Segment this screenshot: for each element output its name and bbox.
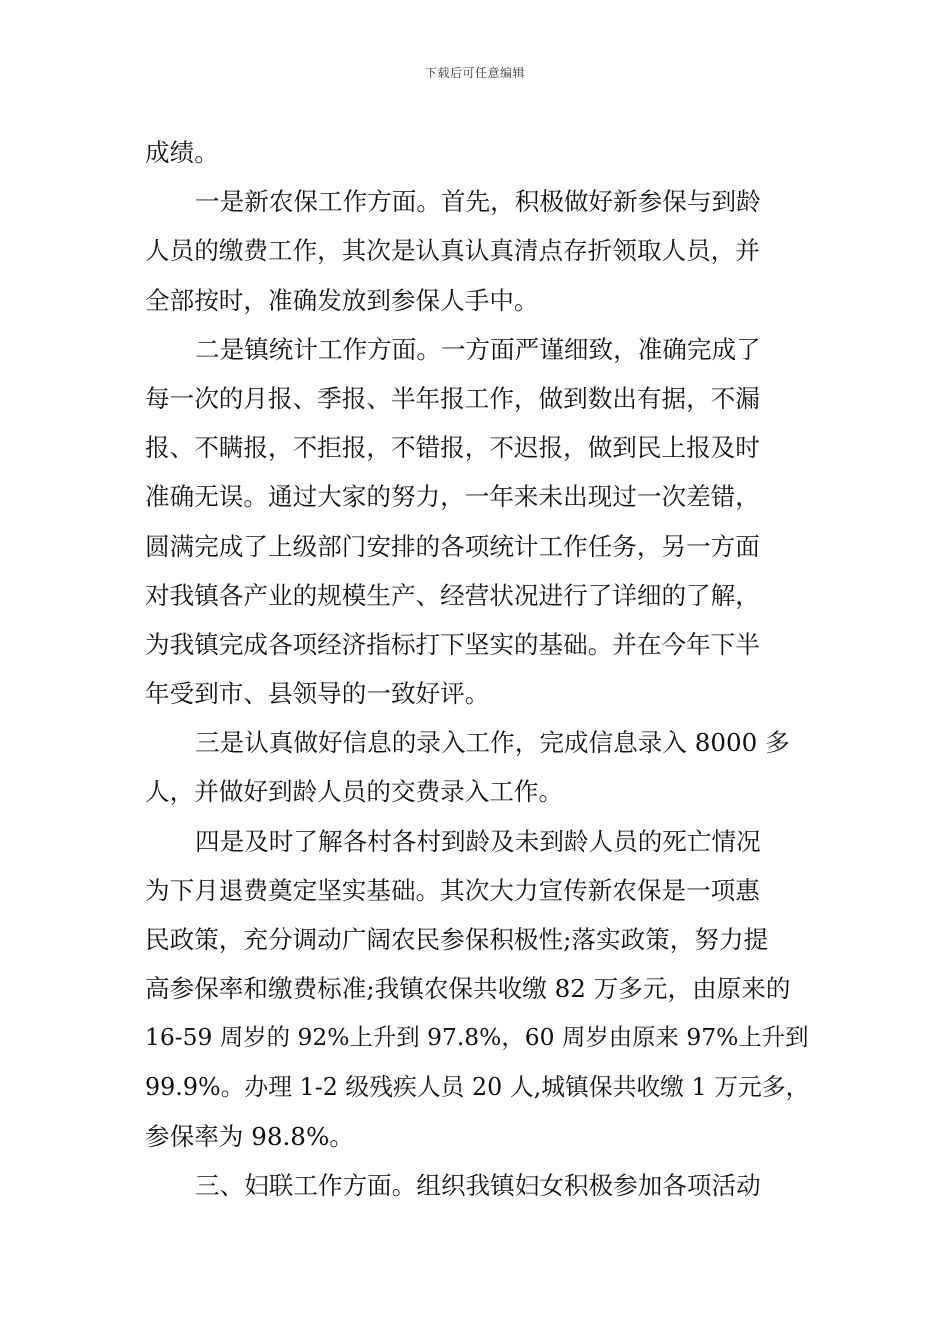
text-line: 每一次的月报、季报、半年报工作，做到数出有据，不漏 — [145, 383, 760, 413]
text-line: 民政策，充分调动广阔农民参保积极性;落实政策，努力提 — [145, 925, 769, 954]
text-line: 对我镇各产业的规模生产、经营状况进行了详细的了解， — [145, 580, 760, 610]
text-line: 四是及时了解各村各村到龄及未到龄人员的死亡情况 — [195, 826, 761, 856]
text-line: 三、妇联工作方面。组织我镇妇女积极参加各项活动 — [195, 1170, 761, 1200]
document-body — [145, 128, 810, 1210]
text-line: 16-59 周岁的 92%上升到 97.8%，60 周岁由原来 97%上升到 — [145, 1023, 809, 1052]
text-line: 人员的缴费工作，其次是认真认真清点存折领取人员，并 — [145, 236, 760, 266]
text-line: 圆满完成了上级部门安排的各项统计工作任务，另一方面 — [145, 531, 760, 561]
text-line: 参保率为 98.8%。 — [145, 1121, 354, 1151]
text-line: 成绩。 — [145, 138, 219, 167]
text-line: 二是镇统计工作方面。一方面严谨细致，准确完成了 — [195, 334, 761, 364]
text-line: 准确无误。通过大家的努力，一年来未出现过一次差错， — [145, 482, 760, 512]
page-header: 下载后可任意编辑 — [424, 66, 525, 80]
text-line: 人，并做好到龄人员的交费录入工作。 — [145, 777, 564, 807]
text-line: 全部按时，准确发放到参保人手中。 — [145, 285, 539, 315]
text-line: 99.9%。办理 1-2 级残疾人员 20 人,城镇保共收缴 1 万元多， — [145, 1072, 810, 1101]
text-line: 一是新农保工作方面。首先，积极做好新参保与到龄 — [195, 187, 761, 217]
text-line: 三是认真做好信息的录入工作，完成信息录入 8000 多 — [195, 728, 790, 758]
text-line: 高参保率和缴费标准;我镇农保共收缴 82 万多元，由原来的 — [145, 974, 791, 1004]
text-line: 为下月退费奠定坚实基础。其次大力宣传新农保是一项惠 — [145, 875, 760, 905]
text-line: 为我镇完成各项经济指标打下坚实的基础。并在今年下半 — [145, 629, 760, 659]
text-line: 报、不瞒报，不拒报，不错报，不迟报，做到民上报及时 — [145, 433, 760, 463]
text-line: 年受到市、县领导的一致好评。 — [145, 679, 490, 709]
